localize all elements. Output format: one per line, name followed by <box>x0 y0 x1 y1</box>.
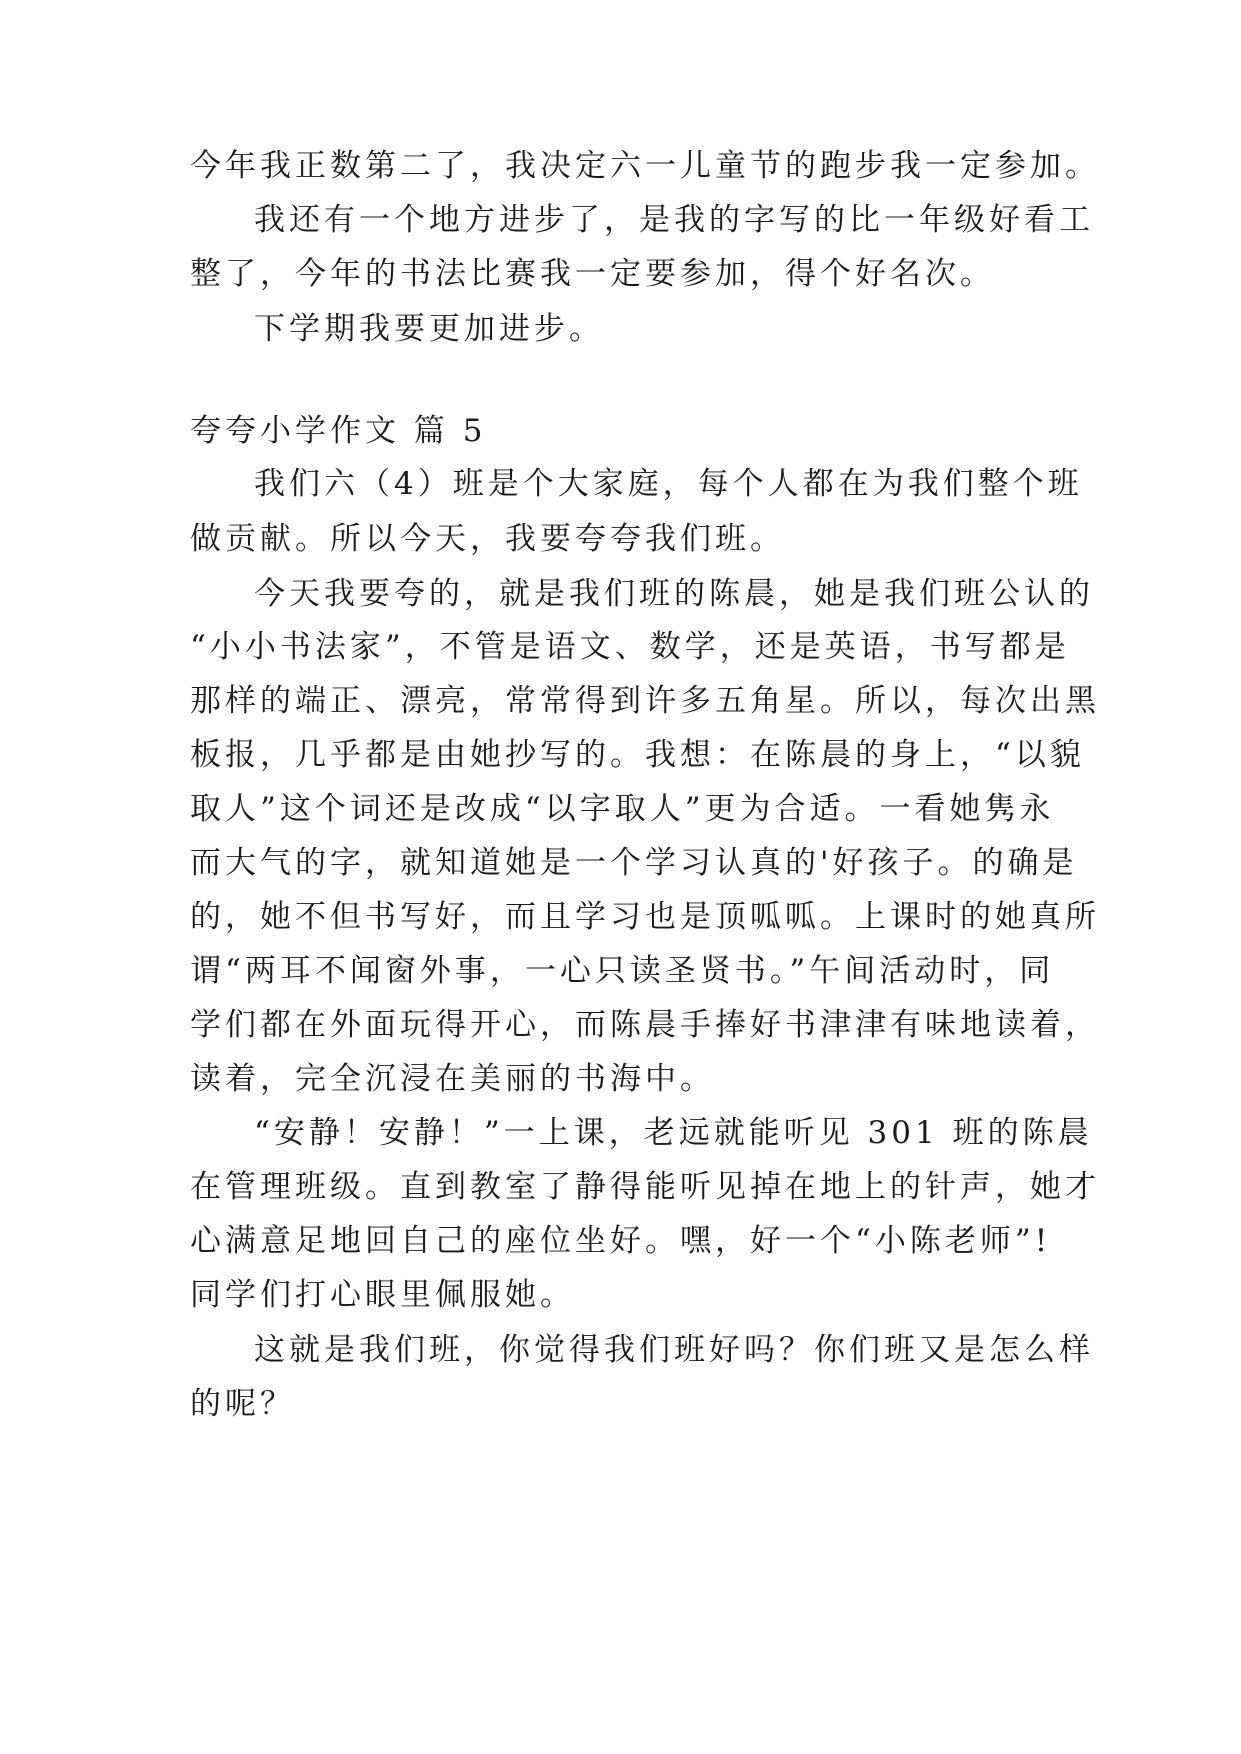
text-line: 同学们打心眼里佩服她。 <box>190 1277 575 1313</box>
text-line: 板报，几乎都是由她抄写的。我想：在陈晨的身上，“以貌 <box>190 737 1085 773</box>
section-heading: 夸夸小学作文 篇 5 <box>190 413 487 449</box>
text-line: 下学期我要更加进步。 <box>254 311 604 347</box>
text-line: 做贡献。所以今天，我要夸夸我们班。 <box>190 521 785 557</box>
text-line: 这就是我们班，你觉得我们班好吗？你们班又是怎么样 <box>254 1332 1094 1368</box>
text-line: “安静！安静！”一上课，老远就能听见 301 班的陈晨 <box>254 1115 1093 1151</box>
text-line: 而大气的字，就知道她是一个学习认真的'好孩子。的确是 <box>190 845 1078 881</box>
text-line: 整了，今年的书法比赛我一定要参加，得个好名次。 <box>190 256 995 292</box>
text-line: 我们六（4）班是个大家庭，每个人都在为我们整个班 <box>254 466 1083 502</box>
text-line: 今天我要夸的，就是我们班的陈晨，她是我们班公认的 <box>254 576 1094 612</box>
text-line: 我还有一个地方进步了，是我的字写的比一年级好看工 <box>254 202 1094 238</box>
text-line: 的，她不但书写好，而且学习也是顶呱呱。上课时的她真所 <box>190 899 1100 935</box>
text-line: 在管理班级。直到教室了静得能听见掉在地上的针声，她才 <box>190 1169 1100 1205</box>
text-line: 的呢？ <box>190 1386 295 1422</box>
text-line: 取人”这个词还是改成“以字取人”更为合适。一看她隽永 <box>190 791 1055 827</box>
text-line: 今年我正数第二了，我决定六一儿童节的跑步我一定参加。 <box>190 148 1100 184</box>
text-line: 学们都在外面玩得开心，而陈晨手捧好书津津有味地读着， <box>190 1007 1100 1043</box>
text-line: 心满意足地回自己的座位坐好。嘿，好一个“小陈老师”! <box>190 1223 1052 1259</box>
text-line: 谓“两耳不闻窗外事，一心只读圣贤书。”午间活动时，同 <box>190 953 1055 989</box>
text-line: 读着，完全沉浸在美丽的书海中。 <box>190 1061 715 1097</box>
text-line: 那样的端正、漂亮，常常得到许多五角星。所以，每次出黑 <box>190 683 1100 719</box>
text-line: “小小书法家”，不管是语文、数学，还是英语，书写都是 <box>190 629 1070 665</box>
